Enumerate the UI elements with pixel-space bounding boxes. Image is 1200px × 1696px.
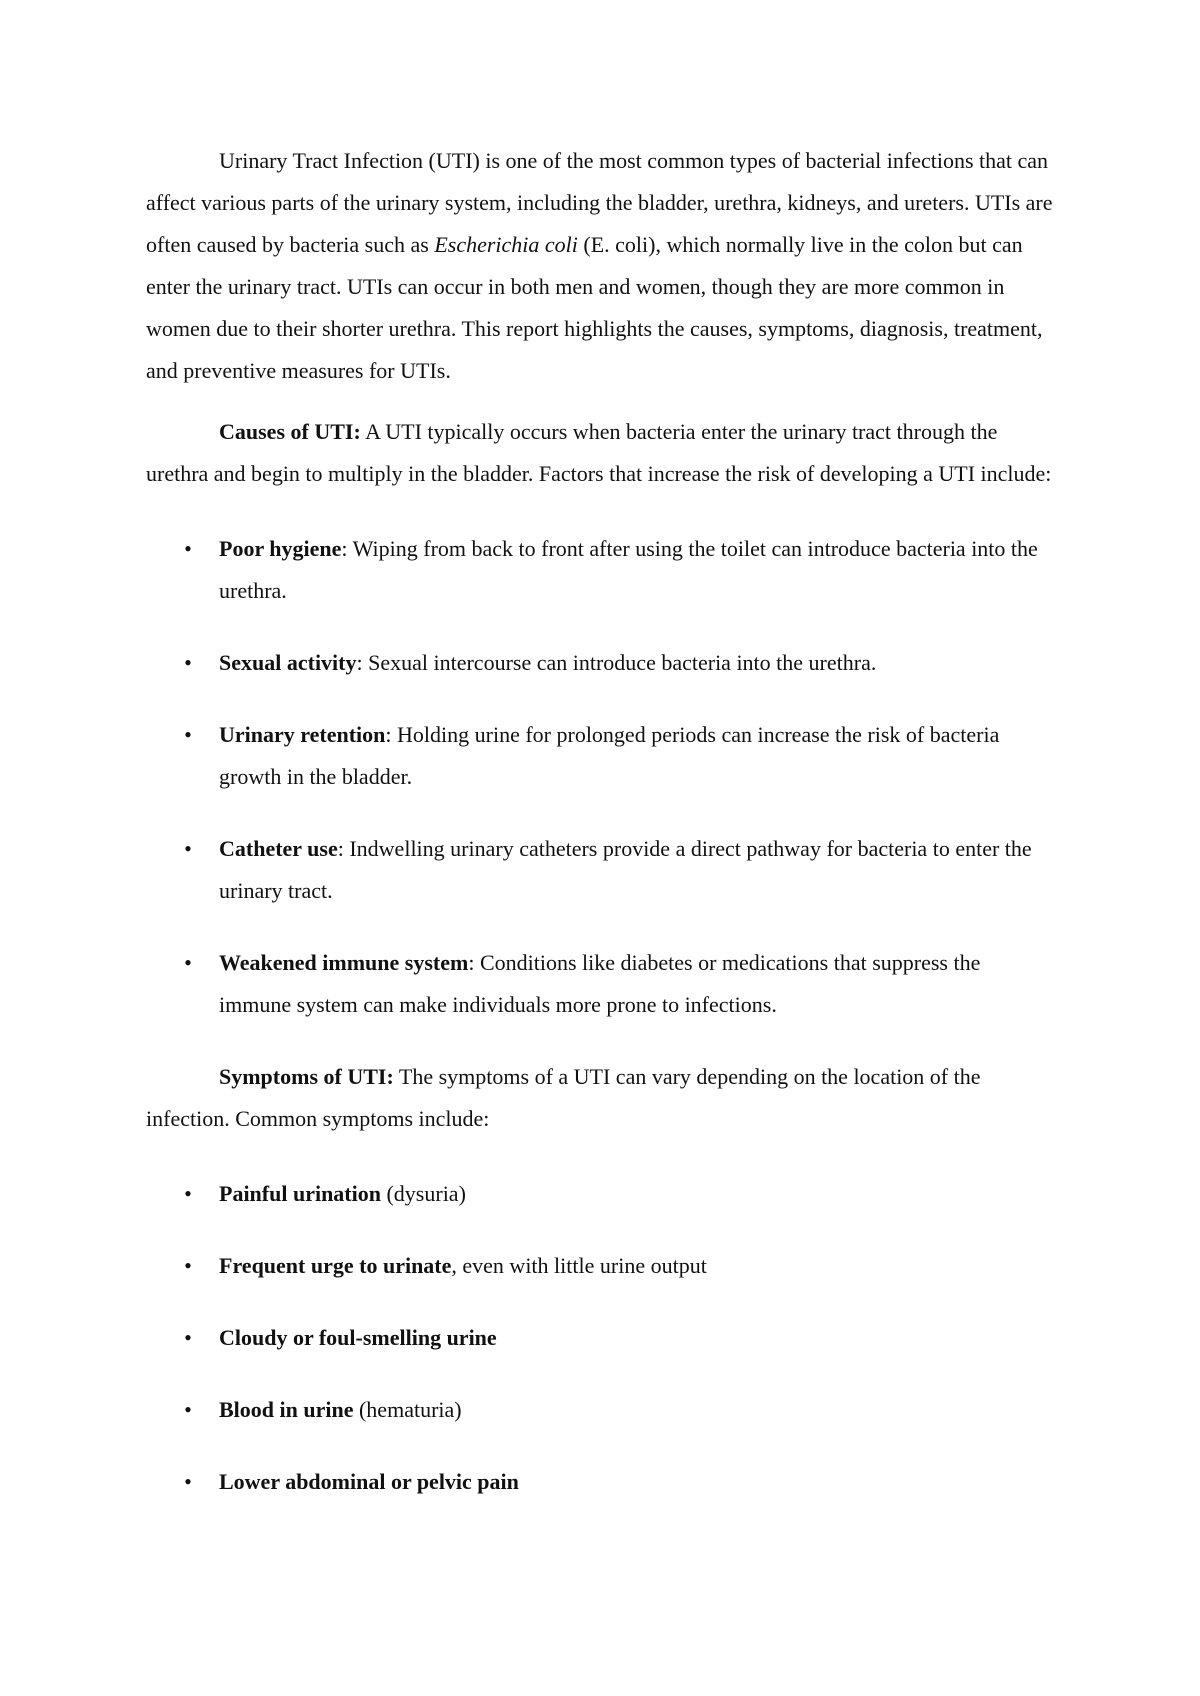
item-term: Lower abdominal or pelvic pain	[219, 1469, 519, 1494]
bullet-icon: •	[184, 1397, 192, 1422]
item-desc: : Wiping from back to front after using the toilet can introduce bacteria into the urethra.	[219, 536, 1038, 603]
intro-text-2: (E. coli), which normally live in the colon but can enter the urinary tract. UTIs can occur in both men and women, though they are more common in women due to their shorter urethra. This report highlights the causes, symptoms, diagnosis, treatment, and preventive measures for UTIs.	[146, 232, 1043, 383]
causes-heading: Causes of UTI:	[219, 419, 361, 444]
bullet-icon: •	[184, 536, 192, 561]
item-term: Poor hygiene	[219, 536, 342, 561]
organism-name: Escherichia coli	[434, 232, 578, 257]
document-body	[146, 140, 1056, 1533]
item-term: Sexual activity	[219, 650, 357, 675]
list-item	[146, 528, 1056, 612]
bullet-icon: •	[184, 1325, 192, 1350]
symptoms-list	[146, 1173, 1056, 1503]
item-desc: : Conditions like diabetes or medications that suppress the immune system can make individuals more prone to infections.	[219, 950, 981, 1017]
list-item	[146, 1389, 1056, 1431]
bullet-icon: •	[184, 722, 192, 747]
item-term: Blood in urine	[219, 1397, 354, 1422]
item-term: Weakened immune system	[219, 950, 469, 975]
item-term: Frequent urge to urinate	[219, 1253, 452, 1278]
bullet-icon: •	[184, 1469, 192, 1494]
item-desc: , even with little urine output	[451, 1253, 707, 1278]
causes-list	[146, 528, 1056, 1026]
list-item	[146, 1173, 1056, 1215]
symptoms-paragraph	[146, 1056, 1056, 1140]
item-desc: : Sexual intercourse can introduce bacteria into the urethra.	[356, 650, 877, 675]
list-item	[146, 1317, 1056, 1359]
bullet-icon: •	[184, 950, 192, 975]
item-term: Urinary retention	[219, 722, 386, 747]
bullet-icon: •	[184, 836, 192, 861]
symptoms-text: The symptoms of a UTI can vary depending on the location of the infection. Common symptoms include:	[146, 1064, 981, 1131]
item-desc: : Holding urine for prolonged periods can increase the risk of bacteria growth in the bladder.	[219, 722, 1000, 789]
bullet-icon: •	[184, 1181, 192, 1206]
item-desc: (dysuria)	[380, 1181, 466, 1206]
item-term: Painful urination	[219, 1181, 381, 1206]
item-desc: (hematuria)	[353, 1397, 462, 1422]
item-term: Cloudy or foul-smelling urine	[219, 1325, 497, 1350]
intro-text-1: Urinary Tract Infection (UTI) is one of the most common types of bacterial infections that can affect various parts of the urinary system, including the bladder, urethra, kidneys, and ureters. UTIs are often caused by bacteria such as	[146, 148, 1053, 257]
symptoms-heading: Symptoms of UTI:	[219, 1064, 394, 1089]
intro-paragraph	[146, 140, 1056, 392]
bullet-icon: •	[184, 1253, 192, 1278]
list-item	[146, 642, 1056, 684]
list-item	[146, 942, 1056, 1026]
item-term: Catheter use	[219, 836, 338, 861]
list-item	[146, 714, 1056, 798]
list-item	[146, 1461, 1056, 1503]
causes-paragraph	[146, 411, 1056, 495]
list-item	[146, 828, 1056, 912]
item-desc: : Indwelling urinary catheters provide a direct pathway for bacteria to enter the urinary tract.	[219, 836, 1032, 903]
causes-text: A UTI typically occurs when bacteria enter the urinary tract through the urethra and begin to multiply in the bladder. Factors that increase the risk of developing a UTI include:	[146, 419, 1052, 486]
list-item	[146, 1245, 1056, 1287]
bullet-icon: •	[184, 650, 192, 675]
